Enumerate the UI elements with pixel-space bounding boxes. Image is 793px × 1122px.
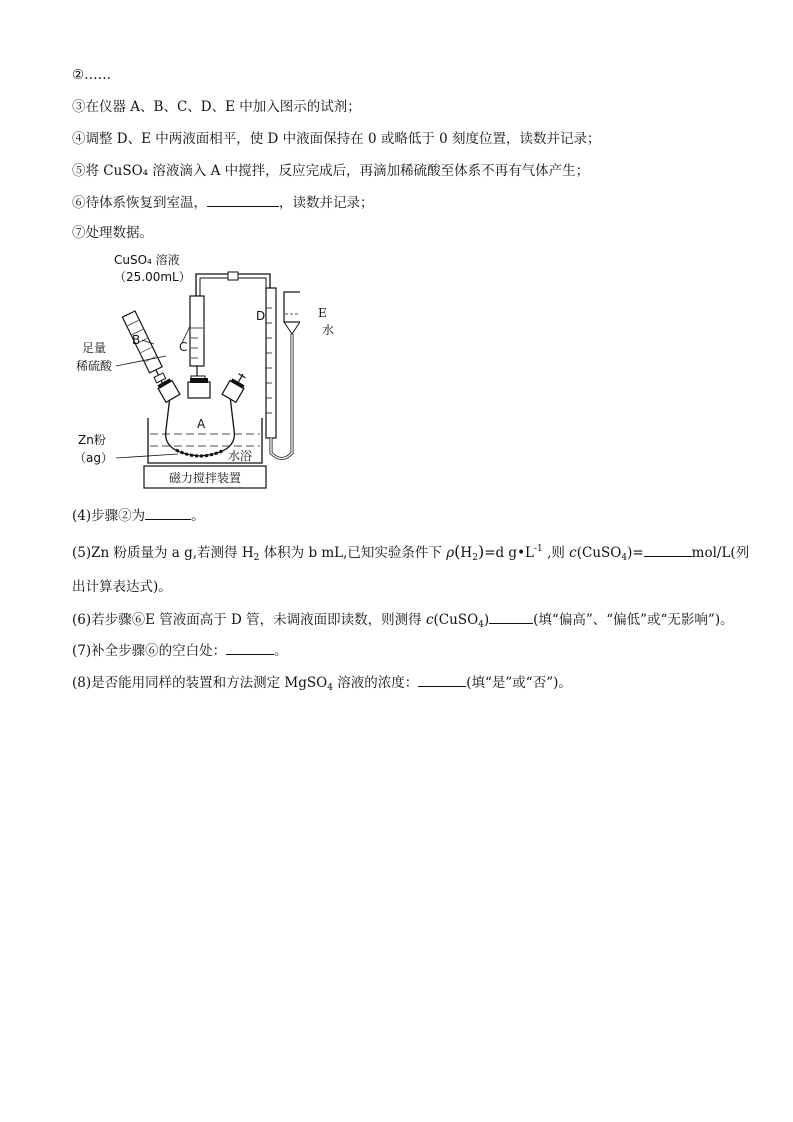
acid-label-2: 稀硫酸 [76, 359, 113, 373]
q5-text-b: 体积为 b mL,已知实验条件下 [259, 545, 447, 561]
question-4 [72, 506, 205, 525]
funnel-c [190, 296, 204, 366]
tube-e [284, 292, 300, 322]
step-4: ④调整 D、E 中两液面相平，使 D 中液面保持在 0 或略低于 0 刻度位置，读数并记录； [72, 131, 601, 147]
q8-text-c: (填“是”或“否”)。 [466, 675, 572, 691]
question-5-line-2: 出计算表达式)。 [72, 579, 172, 595]
q6-text-d: (填“偏高”、“偏低”或“无影响”)。 [533, 612, 734, 628]
q6-text-a: (6)若步骤⑥E 管液面高于 D 管，未调液面即读数，则测得 [72, 612, 426, 628]
step-6-text-b: ，读数并记录； [279, 195, 374, 211]
q5-text-g: mol/L(列 [691, 545, 750, 561]
q5-text-f: )= [627, 545, 644, 561]
connecting-tube-inner [200, 278, 266, 296]
question-5: (5)Zn 粉质量为 a g,若测得 $H_2$ 体积为 b mL,已知实验条件下 $\rho(H_2)=d$ $g•L^{-1}$ ,则 c(CuSO$_4$)= mol/L(列 [72, 542, 750, 563]
cuso4-label: CuSO₄ 溶液 [114, 253, 180, 267]
q7-text: (7)补全步骤⑥的空白处： [72, 643, 227, 659]
cuso4-volume: （25.00mL） [114, 270, 191, 284]
q5-text-c: =d g•L [484, 545, 535, 561]
q6-text-b: (CuSO [433, 612, 479, 628]
q8-text-a: (8)是否能用同样的装置和方法测定 MgSO [72, 675, 328, 691]
q6-4-sub: 4 [478, 620, 484, 630]
q6-c-italic: c [425, 612, 434, 628]
q4-end: 。 [191, 508, 205, 524]
q8-4-sub: 4 [327, 683, 333, 693]
q6-blank[interactable] [489, 610, 533, 624]
water-bath-label: 水浴 [228, 449, 253, 463]
step-5: ⑤将 CuSO₄ 溶液滴入 A 中搅拌，反应完成后，再滴加稀硫酸至体系不再有气体产生； [72, 163, 590, 179]
zn-label-1: Zn粉 [78, 433, 106, 447]
question-7 [72, 641, 288, 660]
q5-h-sub: 2 [472, 553, 478, 563]
label-b: B [132, 333, 141, 347]
q7-blank[interactable] [226, 641, 274, 655]
acid-label-1: 足量 [82, 341, 107, 355]
q8-blank[interactable] [418, 673, 466, 687]
step-6-blank[interactable] [207, 193, 279, 207]
apparatus-diagram [70, 248, 300, 496]
q5-sup: -1 [534, 544, 543, 554]
q5-text-e: (CuSO [576, 545, 622, 561]
label-c: C [179, 340, 188, 354]
q5-h: H [460, 545, 473, 561]
q8-text-b: 溶液的浓度： [332, 675, 419, 691]
question-6 [72, 610, 734, 634]
q5-rho: ρ [446, 545, 455, 561]
label-e: E [318, 306, 327, 320]
flask-a-stopper [190, 378, 208, 383]
q5-c-italic: c [569, 545, 577, 561]
step-7: ⑦处理数据。 [72, 225, 153, 241]
q6-text-c: ) [483, 612, 490, 628]
burette-d [266, 288, 276, 438]
step-2: ②…… [72, 67, 112, 83]
q5-blank[interactable] [644, 543, 692, 557]
q5-h2-sub: 2 [253, 553, 260, 563]
question-8 [72, 673, 572, 697]
tube-e-bottom [284, 322, 300, 334]
q7-end: 。 [274, 643, 288, 659]
zn-label-2: （ag） [74, 451, 113, 465]
q5-4-sub: 4 [621, 553, 628, 563]
q5-text-a: (5)Zn 粉质量为 a g,若测得 H [72, 545, 254, 561]
flask-a-center-neck [188, 382, 210, 398]
label-d: D [256, 309, 266, 323]
step-6 [72, 193, 374, 212]
step-6-text-a: ⑥待体系恢复到室温， [72, 195, 207, 211]
step-3: ③在仪器 A、B、C、D、E 中加入图示的试剂； [72, 99, 361, 115]
q5-text-d: ,则 [542, 545, 570, 561]
label-a: A [197, 417, 206, 431]
tube-joint [228, 272, 238, 280]
q4-blank[interactable] [145, 506, 191, 520]
funnel-b [122, 311, 170, 389]
zn-pointer [116, 454, 178, 458]
stirrer-label: 磁力搅拌装置 [168, 471, 242, 485]
water-label: 水 [322, 323, 335, 337]
q4-text: (4)步骤②为 [72, 508, 146, 524]
